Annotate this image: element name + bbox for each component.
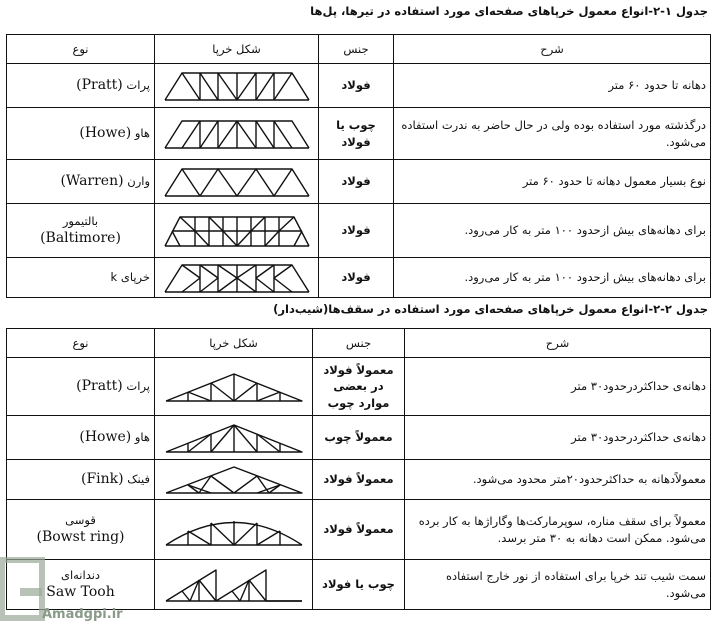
- row-material: معمولاً فولاد در بعضی موارد چوب: [313, 358, 405, 416]
- row-type: [7, 64, 155, 108]
- row-material: معمولاً فولاد: [313, 500, 405, 560]
- row-desc: سمت شیب تند خرپا برای استفاده از نور خارج استفاده می‌شود.: [405, 560, 711, 610]
- row-material: چوب یا فولاد: [313, 560, 405, 610]
- header-type: نوع: [7, 35, 155, 64]
- type-latin: (Baltimore): [40, 229, 121, 246]
- row-desc: دهانه‌ی حداکثردرحدود۳۰ متر: [405, 416, 711, 460]
- table-row: [7, 460, 711, 500]
- type-name: هاو: [134, 430, 150, 445]
- row-type: [7, 258, 155, 298]
- table2-caption: جدول ۲-۲-انواع معمول خرپاهای صفحه‌ای مورد استفاده در سقف‌ها(شیب‌دار): [273, 302, 708, 316]
- table-row: [7, 108, 711, 160]
- sawtooth-truss-drawing: [155, 560, 313, 610]
- table-row: [7, 160, 711, 204]
- row-desc: برای دهانه‌های بیش ازحدود ۱۰۰ متر به کار می‌رود.: [394, 258, 711, 298]
- row-type: [7, 416, 155, 460]
- table1-caption: جدول ۱-۲-انواع معمول خرپاهای صفحه‌ای مورد استفاده در تیرها، پل‌ها: [310, 4, 708, 18]
- row-type: [7, 460, 155, 500]
- header-type: نوع: [7, 329, 155, 358]
- row-desc: نوع بسیار معمول دهانه تا حدود ۶۰ متر: [394, 160, 711, 204]
- bowstring-truss-drawing: [155, 500, 313, 560]
- type-latin: (Warren): [60, 173, 124, 190]
- type-name: خرپای k: [110, 270, 150, 285]
- table1: [6, 34, 711, 298]
- type-name: فینک: [127, 472, 150, 487]
- type-latin: (Howe): [79, 125, 132, 142]
- baltimore-truss-drawing: [155, 204, 319, 258]
- row-desc: معمولاً برای سقف مناره، سوپرمارکت‌ها وگاراژها به کار برده می‌شود. ممکن است دهانه به ۳۰ متر برسد.: [405, 500, 711, 560]
- header-material: جنس: [313, 329, 405, 358]
- table-header-row: [7, 35, 711, 64]
- watermark-text: Amadgpi.ir: [42, 607, 123, 622]
- row-desc: دهانه‌ی حداکثردرحدود۳۰ متر: [405, 358, 711, 416]
- k-truss-drawing: [155, 258, 319, 298]
- fink-roof-truss-drawing: [155, 460, 313, 500]
- pratt-truss-drawing: [155, 64, 319, 108]
- type-name: پرات: [126, 78, 150, 93]
- row-material: فولاد: [319, 160, 394, 204]
- warren-truss-drawing: [155, 160, 319, 204]
- header-desc: شرح: [405, 329, 711, 358]
- header-shape: شکل خرپا: [155, 329, 313, 358]
- type-latin: (Pratt): [76, 77, 123, 94]
- table-row: [7, 64, 711, 108]
- header-material: جنس: [319, 35, 394, 64]
- type-name: هاو: [134, 126, 150, 141]
- row-type: [7, 108, 155, 160]
- type-latin: (Bowst ring): [36, 528, 125, 545]
- type-name: قوسی: [65, 512, 96, 527]
- row-type: [7, 160, 155, 204]
- howe-truss-drawing: [155, 108, 319, 160]
- type-name: دندانه‌ای: [60, 567, 101, 582]
- row-desc: برای دهانه‌های بیش ازحدود ۱۰۰ متر به کار می‌رود.: [394, 204, 711, 258]
- header-desc: شرح: [394, 35, 711, 64]
- table-row: [7, 358, 711, 416]
- row-material: چوب یا فولاد: [319, 108, 394, 160]
- table-header-row: [7, 329, 711, 358]
- type-name: بالتیمور: [62, 213, 99, 228]
- header-shape: شکل خرپا: [155, 35, 319, 64]
- howe-roof-truss-drawing: [155, 416, 313, 460]
- table-row: [7, 416, 711, 460]
- row-material: معمولاً فولاد: [313, 460, 405, 500]
- type-latin: Saw Tooh: [46, 583, 115, 600]
- row-material: فولاد: [319, 258, 394, 298]
- row-type: [7, 358, 155, 416]
- type-latin: (Howe): [79, 429, 132, 446]
- row-desc: دهانه تا حدود ۶۰ متر: [394, 64, 711, 108]
- row-material: فولاد: [319, 204, 394, 258]
- type-name: پرات: [126, 379, 150, 394]
- type-latin: (Pratt): [76, 378, 123, 395]
- row-desc: معمولاًدهانه به حداکثرحدود۲۰متر محدود می‌شود.: [405, 460, 711, 500]
- table-row: [7, 258, 711, 298]
- row-desc: درگذشته مورد استفاده بوده ولی در حال حاضر به ندرت استفاده می‌شود.: [394, 108, 711, 160]
- row-type: [7, 204, 155, 258]
- type-latin: (Fink): [80, 471, 124, 488]
- row-material: معمولاً چوب: [313, 416, 405, 460]
- type-name: وارن: [127, 174, 150, 189]
- table-row: [7, 204, 711, 258]
- pratt-roof-truss-drawing: [155, 358, 313, 416]
- watermark: [0, 534, 150, 624]
- row-material: فولاد: [319, 64, 394, 108]
